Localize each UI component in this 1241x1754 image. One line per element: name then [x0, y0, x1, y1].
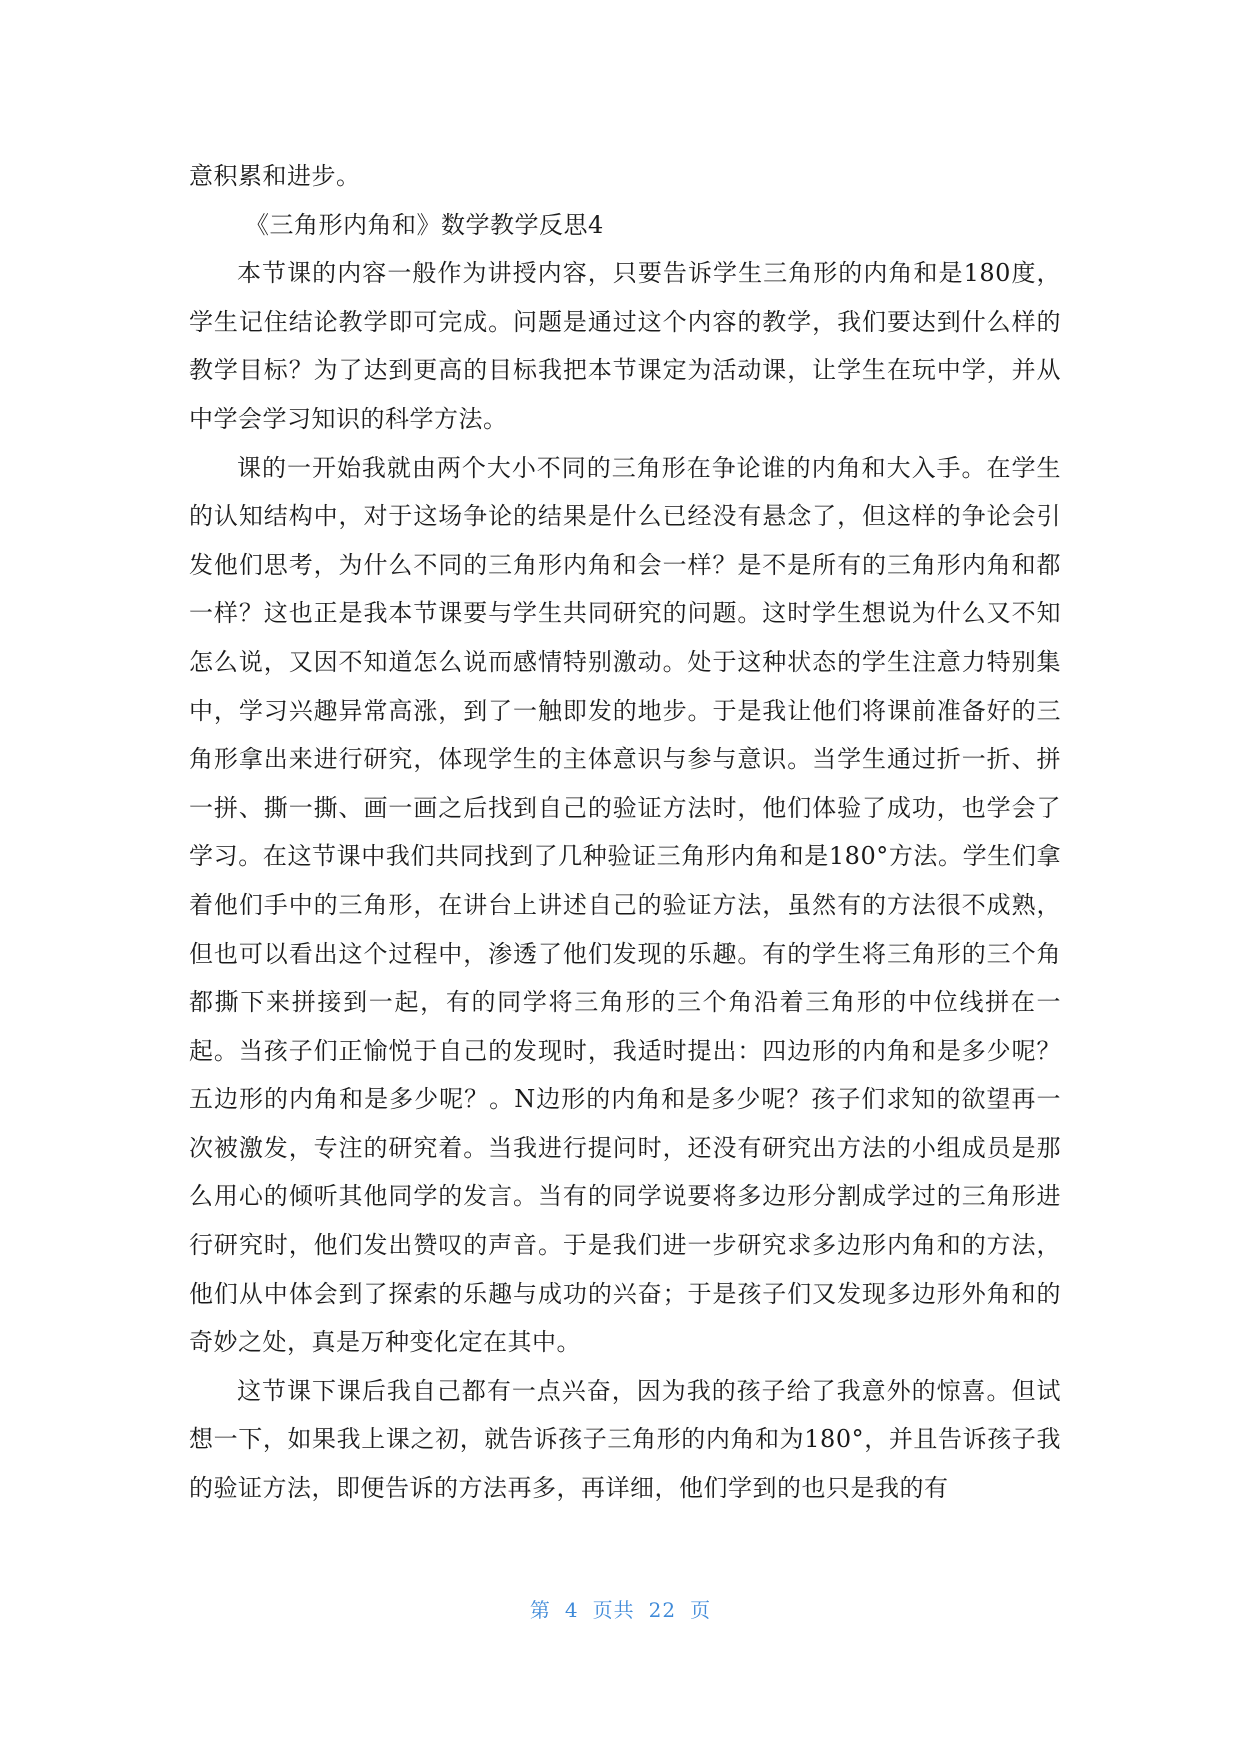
footer-prefix: 第	[529, 1598, 551, 1622]
paragraph-continuation: 意积累和进步。	[189, 162, 361, 190]
footer-total-pages: 22	[648, 1598, 677, 1622]
page-footer	[0, 1594, 1241, 1623]
paragraph: 本节课的内容一般作为讲授内容，只要告诉学生三角形的内角和是180度，学生记住结论教学即可完成。问题是通过这个内容的教学，我们要达到什么样的教学目标？为了达到更高的目标我把本节课定为活动课，让学生在玩中学，并从中学会学习知识的科学方法。	[189, 259, 1061, 433]
document-body	[189, 152, 1061, 1513]
paragraph: 这节课下课后我自己都有一点兴奋，因为我的孩子给了我意外的惊喜。但试想一下，如果我上课之初，就告诉孩子三角形的内角和为180°，并且告诉孩子我的验证方法，即便告诉的方法再多，再详细，他们学到的也只是我的有	[189, 1376, 1061, 1503]
footer-current-page: 4	[564, 1598, 579, 1622]
footer-suffix: 页	[690, 1598, 712, 1622]
paragraph: 课的一开始我就由两个大小不同的三角形在争论谁的内角和大入手。在学生的认知结构中，对于这场争论的结果是什么已经没有悬念了，但这样的争论会引发他们思考，为什么不同的三角形内角和会一样？是不是所有的三角形内角和都一样？这也正是我本节课要与学生共同研究的问题。这时学生想说为什么又不知怎么说，又因不知道怎么说而感情特别激动。处于这种状态的学生注意力特别集中，学习兴趣异常高涨，到了一触即发的地步。于是我让他们将课前准备好的三角形拿出来进行研究，体现学生的主体意识与参与意识。当学生通过折一折、拼一拼、撕一撕、画一画之后找到自己的验证方法时，他们体验了成功，也学会了学习。在这节课中我们共同找到了几种验证三角形内角和是180°方法。学生们拿着他们手中的三角形，在讲台上讲述自己的验证方法，虽然有的方法很不成熟，但也可以看出这个过程中，渗透了他们发现的乐趣。有的学生将三角形的三个角都撕下来拼接到一起，有的同学将三角形的三个角沿着三角形的中位线拼在一起。当孩子们正愉悦于自己的发现时，我适时提出：四边形的内角和是多少呢？五边形的内角和是多少呢？。N边形的内角和是多少呢？孩子们求知的欲望再一次被激发，专注的研究着。当我进行提问时，还没有研究出方法的小组成员是那么用心的倾听其他同学的发言。当有的同学说要将多边形分割成学过的三角形进行研究时，他们发出赞叹的声音。于是我们进一步研究求多边形内角和的方法，他们从中体会到了探索的乐趣与成功的兴奋；于是孩子们又发现多边形外角和的奇妙之处，真是万种变化定在其中。	[189, 453, 1061, 1357]
footer-middle: 页共	[592, 1598, 635, 1622]
section-title: 《三角形内角和》数学教学反思4	[245, 210, 604, 239]
